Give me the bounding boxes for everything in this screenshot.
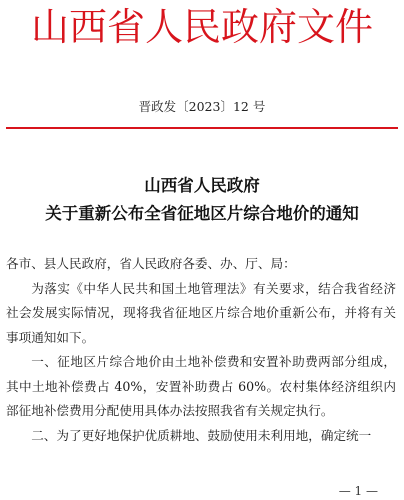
body-paragraph-item-1: 一、征地区片综合地价由土地补偿费和安置补助费两部分组成，其中土地补偿费占 40%，安置补助费占 60%。农村集体经济组织内部征地补偿费用分配使用具体办法按照我省有关规定执行。 [6, 354, 396, 418]
page-number: — 1 — [338, 484, 378, 498]
body-paragraph-intro: 为落实《中华人民共和国土地管理法》有关要求，结合我省经济社会发展实际情况，现将我省征地区片综合地价重新公布，并将有关事项通知如下。 [6, 280, 396, 345]
document-title [0, 172, 404, 228]
addressee-line: 各市、县人民政府，省人民政府各委、办、厅、局： [6, 256, 296, 271]
title-subject: 关于重新公布全省征地区片综合地价的通知 [45, 204, 359, 223]
document-body [6, 252, 396, 448]
title-issuer: 山西省人民政府 [144, 176, 260, 195]
body-paragraph-item-2: 二、为了更好地保护优质耕地、鼓励使用未利用地，确定统一 [31, 427, 372, 443]
red-separator-line [6, 127, 398, 129]
issuer-header: 山西省人民政府文件 [30, 5, 373, 49]
document-number: 晋政发〔2023〕12 号 [138, 99, 266, 114]
